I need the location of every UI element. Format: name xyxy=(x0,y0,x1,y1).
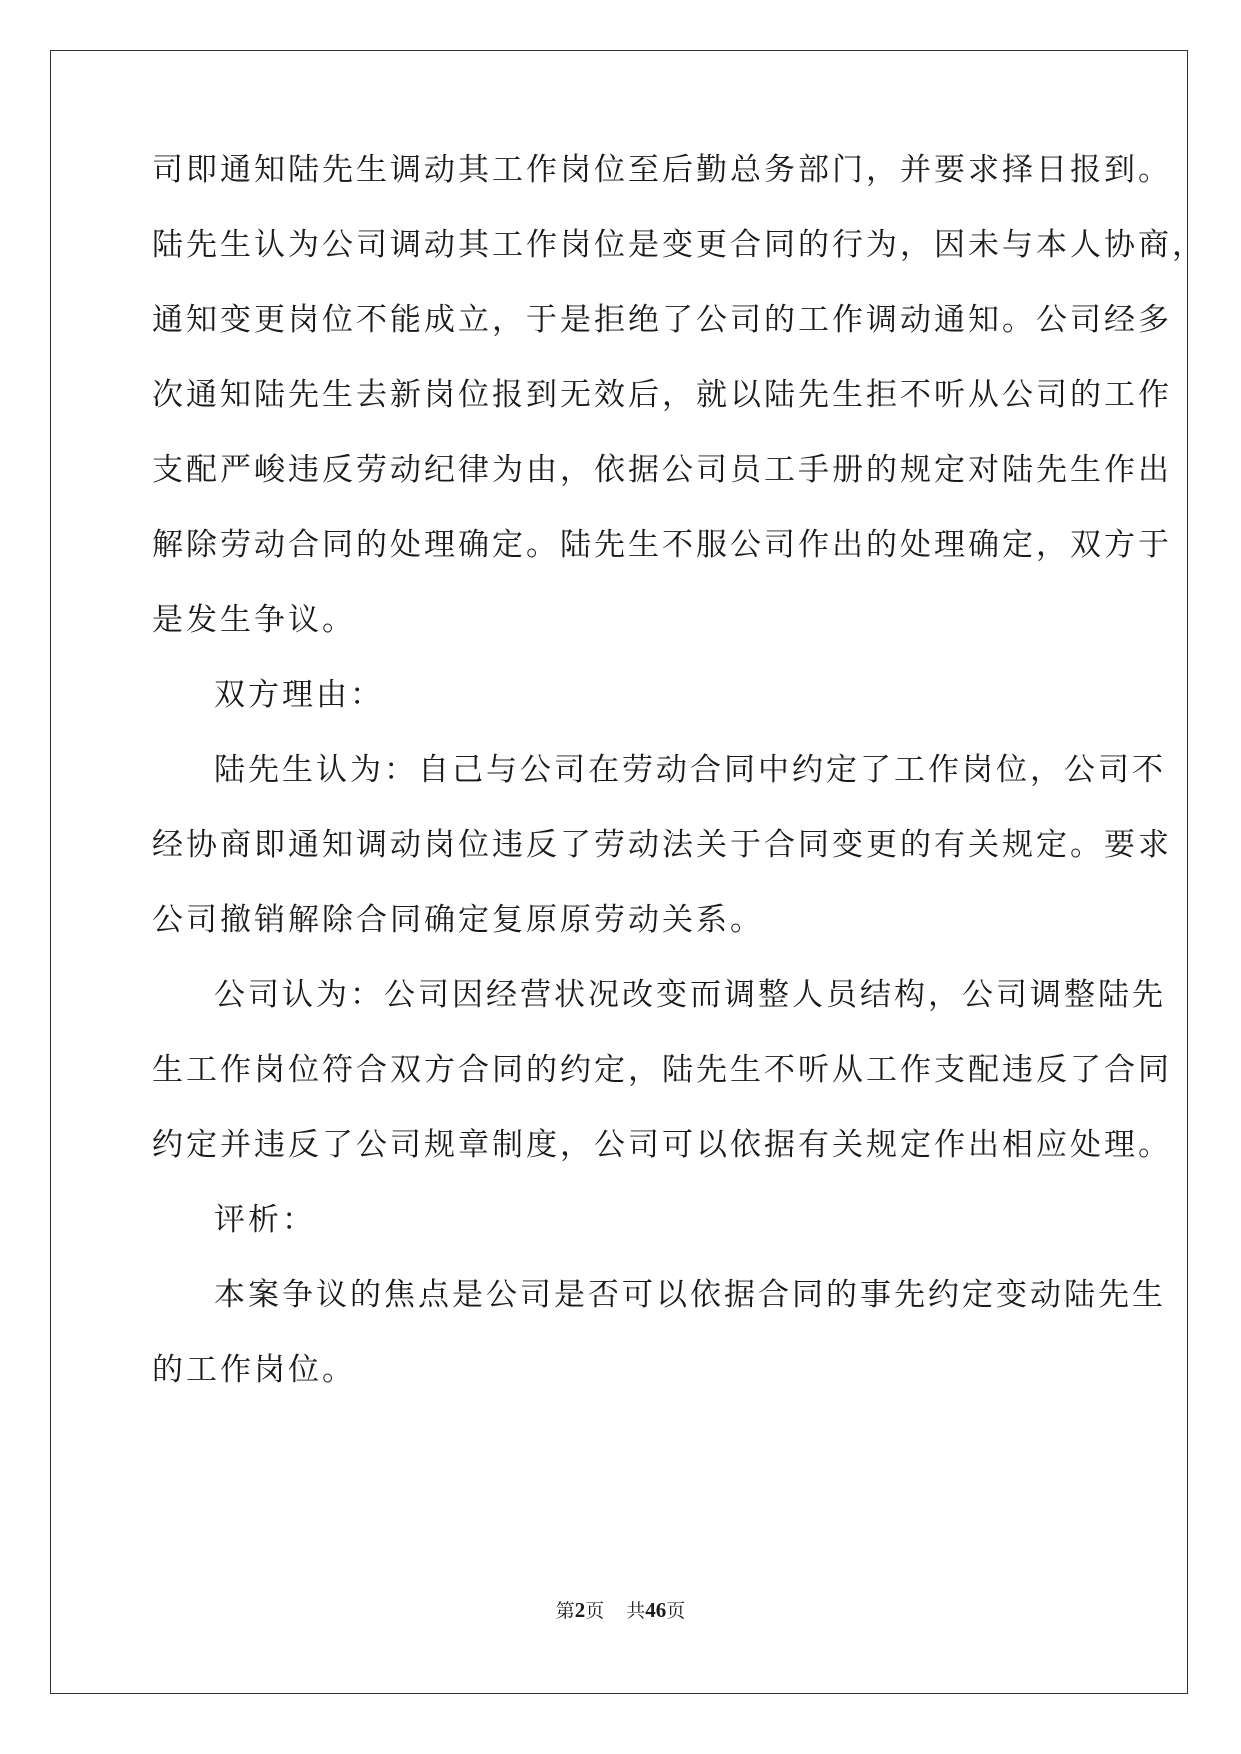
total-pages: 46 xyxy=(645,1598,667,1622)
paragraph-line: 的工作岗位。 xyxy=(152,1352,356,1388)
paragraph-line: 公司撤销解除合同确定复原原劳动关系。 xyxy=(152,902,764,938)
page-number: 2 xyxy=(574,1598,586,1622)
paragraph-line: 约定并违反了公司规章制度，公司可以依据有关规定作出相应处理。 xyxy=(152,1127,1172,1163)
paragraph-line: 陆先生认为公司调动其工作岗位是变更合同的行为，因未与本人协商， xyxy=(152,227,1206,263)
total-prefix: 共 xyxy=(626,1600,646,1622)
paragraph-line: 陆先生认为：自己与公司在劳动合同中约定了工作岗位，公司不 xyxy=(214,752,1166,788)
paragraph-line: 生工作岗位符合双方合同的约定，陆先生不听从工作支配违反了合同 xyxy=(152,1052,1172,1088)
page-suffix: 页 xyxy=(585,1600,605,1622)
paragraph-line: 是发生争议。 xyxy=(152,602,356,638)
page-footer xyxy=(0,1598,1241,1623)
section-heading: 双方理由： xyxy=(214,677,384,713)
page-border xyxy=(50,50,1188,1694)
paragraph-line: 支配严峻违反劳动纪律为由，依据公司员工手册的规定对陆先生作出 xyxy=(152,452,1172,488)
paragraph-line: 经协商即通知调动岗位违反了劳动法关于合同变更的有关规定。要求 xyxy=(152,827,1172,863)
page-prefix: 第 xyxy=(555,1600,575,1622)
paragraph-line: 公司认为：公司因经营状况改变而调整人员结构，公司调整陆先 xyxy=(214,977,1166,1013)
section-heading: 评析： xyxy=(214,1202,316,1238)
paragraph-line: 通知变更岗位不能成立，于是拒绝了公司的工作调动通知。公司经多 xyxy=(152,302,1172,338)
paragraph-line: 本案争议的焦点是公司是否可以依据合同的事先约定变动陆先生 xyxy=(214,1277,1166,1313)
paragraph-line: 司即通知陆先生调动其工作岗位至后勤总务部门，并要求择日报到。 xyxy=(152,152,1172,188)
total-suffix: 页 xyxy=(666,1600,686,1622)
paragraph-line: 次通知陆先生去新岗位报到无效后，就以陆先生拒不听从公司的工作 xyxy=(152,377,1172,413)
paragraph-line: 解除劳动合同的处理确定。陆先生不服公司作出的处理确定，双方于 xyxy=(152,527,1172,563)
